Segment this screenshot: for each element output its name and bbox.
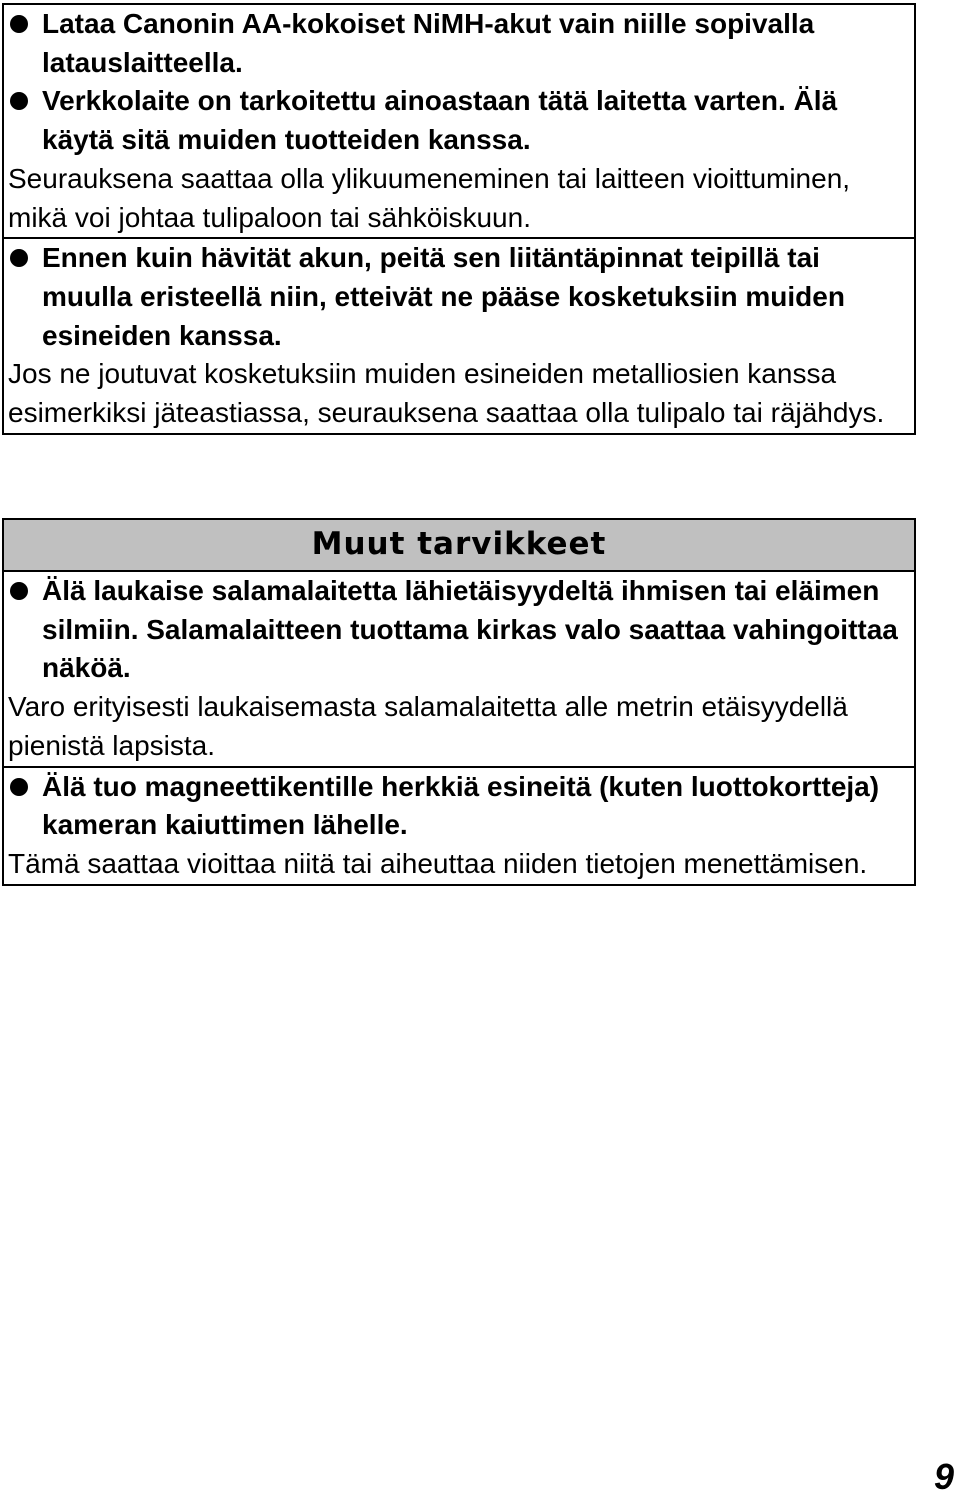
bullet-text: Verkkolaite on tarkoitettu ainoastaan tätä laitetta varten. Älä käytä sitä muiden tuotteiden kanssa. bbox=[42, 85, 838, 156]
bullet-item bbox=[8, 82, 910, 159]
bullet-item bbox=[8, 5, 910, 82]
bullet-item bbox=[8, 572, 910, 688]
bullet-dot-icon bbox=[10, 249, 28, 267]
bullet-text: Älä tuo magneettikentille herkkiä esineitä (kuten luottokortteja) kameran kaiuttimen lähelle. bbox=[42, 770, 880, 841]
bullet-item bbox=[8, 239, 910, 355]
bullet-text: Ennen kuin hävität akun, peitä sen liitäntäpinnat teipillä tai muulla eristeellä niin, etteivät ne pääse kosketuksiin muiden esineiden kanssa. bbox=[42, 242, 845, 351]
warning-section-flash bbox=[4, 572, 914, 766]
warning-section-magnetic bbox=[4, 766, 914, 884]
section-body-text: Tämä saattaa vioittaa niitä tai aiheuttaa niiden tietojen menettämisen. bbox=[8, 847, 868, 879]
section-body-text: Seurauksena saattaa olla ylikuumeneminen tai laitteen vioittuminen, mikä voi johtaa tulipaloon tai sähköiskuun. bbox=[8, 162, 851, 233]
warning-box-batteries bbox=[2, 3, 916, 435]
section-body-text: Jos ne joutuvat kosketuksiin muiden esineiden metalliosien kanssa esimerkiksi jäteastiassa, seurauksena saattaa olla tulipalo tai räjähdys. bbox=[8, 358, 885, 429]
warning-box-other-accessories bbox=[2, 518, 916, 886]
page-number: 9 bbox=[933, 1456, 954, 1497]
bullet-dot-icon bbox=[10, 15, 28, 33]
bullet-dot-icon bbox=[10, 92, 28, 110]
section-body-text: Varo erityisesti laukaisemasta salamalaitetta alle metrin etäisyydellä pienistä lapsista. bbox=[8, 691, 848, 761]
bullet-dot-icon bbox=[10, 778, 28, 796]
bullet-text: Älä laukaise salamalaitetta lähietäisyydeltä ihmisen tai eläimen silmiin. Salamalaitteen tuottama kirkas valo saattaa vahingoittaa näköä. bbox=[42, 575, 898, 684]
bullet-text: Lataa Canonin AA-kokoiset NiMH-akut vain niille sopivalla latauslaitteella. bbox=[42, 8, 815, 78]
warning-section-disposal bbox=[4, 237, 914, 433]
section-heading: Muut tarvikkeet bbox=[4, 520, 914, 572]
bullet-dot-icon bbox=[10, 582, 28, 600]
warning-section-charger bbox=[4, 5, 914, 237]
bullet-item bbox=[8, 768, 910, 845]
